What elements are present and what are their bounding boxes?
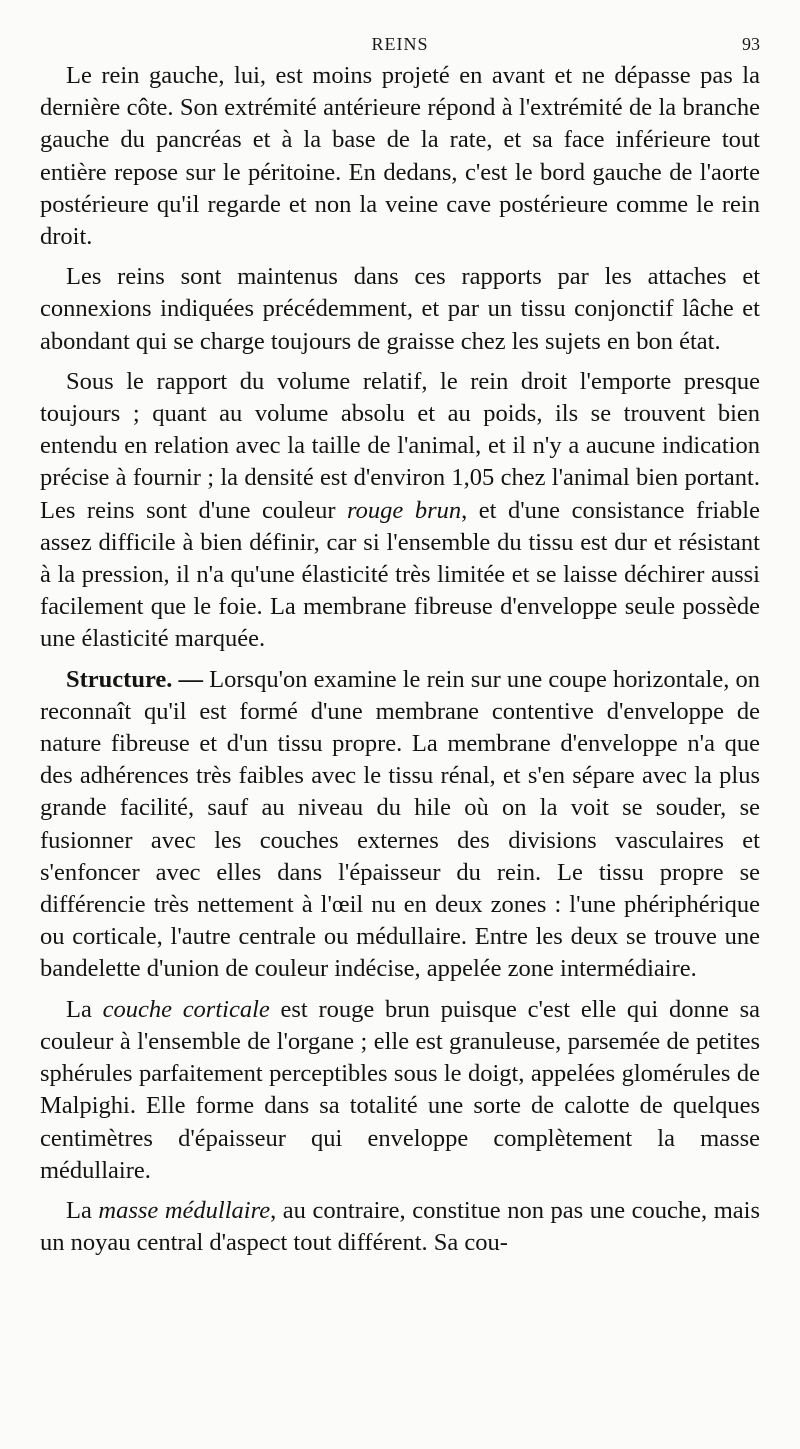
paragraph-medullary — [40, 1195, 760, 1259]
paragraph-volume — [40, 366, 760, 656]
page-header — [40, 30, 760, 60]
paragraph-text: La — [66, 1196, 99, 1224]
paragraph-text: Sous le rapport du volume relatif, le rein droit l'emporte presque toujours ; quant au volume absolu et au poids, ils se trouvent bien entendu en relation avec la taille de l'animal, et il n'y a aucune indication précise à fournir ; la densité est d'environ 1,05 chez l'animal bien portant. Les reins sont d'une couleur — [40, 367, 760, 524]
page-number: 93 — [742, 34, 760, 54]
paragraph-structure — [40, 664, 760, 986]
paragraph-text: Les reins sont maintenus dans ces rapports par les attaches et connexions indiquées précédemment, et par un tissu conjonctif lâche et abondant qui se charge toujours de graisse chez les sujets en bon état. — [40, 263, 760, 355]
body-text — [40, 60, 760, 1259]
running-title: REINS — [371, 34, 429, 54]
paragraph-left-kidney — [40, 60, 760, 253]
section-heading: Structure. — — [66, 665, 204, 693]
paragraph-cortical — [40, 994, 760, 1187]
paragraph-text: , au contraire, constitue non pas une couche, mais un noyau central d'aspect tout différent. Sa cou- — [40, 1196, 761, 1257]
paragraph-text: Le rein gauche, lui, est moins projeté en avant et ne dépasse pas la dernière côte. Son extrémité antérieure répond à l'extrémité de la branche gauche du pancréas et à la base de la rate, et sa face inférieure tout entière repose sur le péritoine. En dedans, c'est le bord gauche de l'aorte postérieure qu'il regarde et non la veine cave postérieure comme le rein droit. — [40, 62, 760, 251]
italic-term: rouge brun — [347, 496, 462, 524]
paragraph-text: La — [66, 995, 103, 1023]
paragraph-text: est rouge brun puisque c'est elle qui donne sa couleur à l'ensemble de l'organe ; elle est granuleuse, parsemée de petites sphérules parfaitement perceptibles sous le doigt, appelées glomérules de Malpighi. Elle forme dans sa totalité une sorte de calotte de quelques centimètres d'épaisseur qui enveloppe complètement la masse médullaire. — [40, 995, 760, 1184]
italic-term: couche corticale — [102, 995, 270, 1023]
paragraph-attachments — [40, 261, 760, 358]
paragraph-text: Lorsqu'on examine le rein sur une coupe horizontale, on reconnaît qu'il est formé d'une membrane contentive d'enveloppe de nature fibreuse et d'un tissu propre. La membrane d'enveloppe n'a que des adhérences très faibles avec le tissu rénal, et s'en sépare avec la plus grande facilité, sauf au niveau du hile où on la voit se souder, se fusionner avec les couches externes des divisions vasculaires et s'enfoncer avec elles dans l'épaisseur du rein. Le tissu propre se différencie très nettement à l'œil nu en deux zones : l'une phériphérique ou corticale, l'autre centrale ou médullaire. Entre les deux se trouve une bandelette d'union de couleur indécise, appelée zone intermédiaire. — [40, 665, 760, 983]
italic-term: masse médullaire — [98, 1196, 271, 1224]
paragraph-text: , et d'une consistance friable assez difficile à bien définir, car si l'ensemble du tissu est dur et résistant à la pression, il n'a qu'une élasticité très limitée et se laisse déchirer aussi facilement que le foie. La membrane fibreuse d'enveloppe seule possède une élasticité marquée. — [40, 496, 760, 653]
